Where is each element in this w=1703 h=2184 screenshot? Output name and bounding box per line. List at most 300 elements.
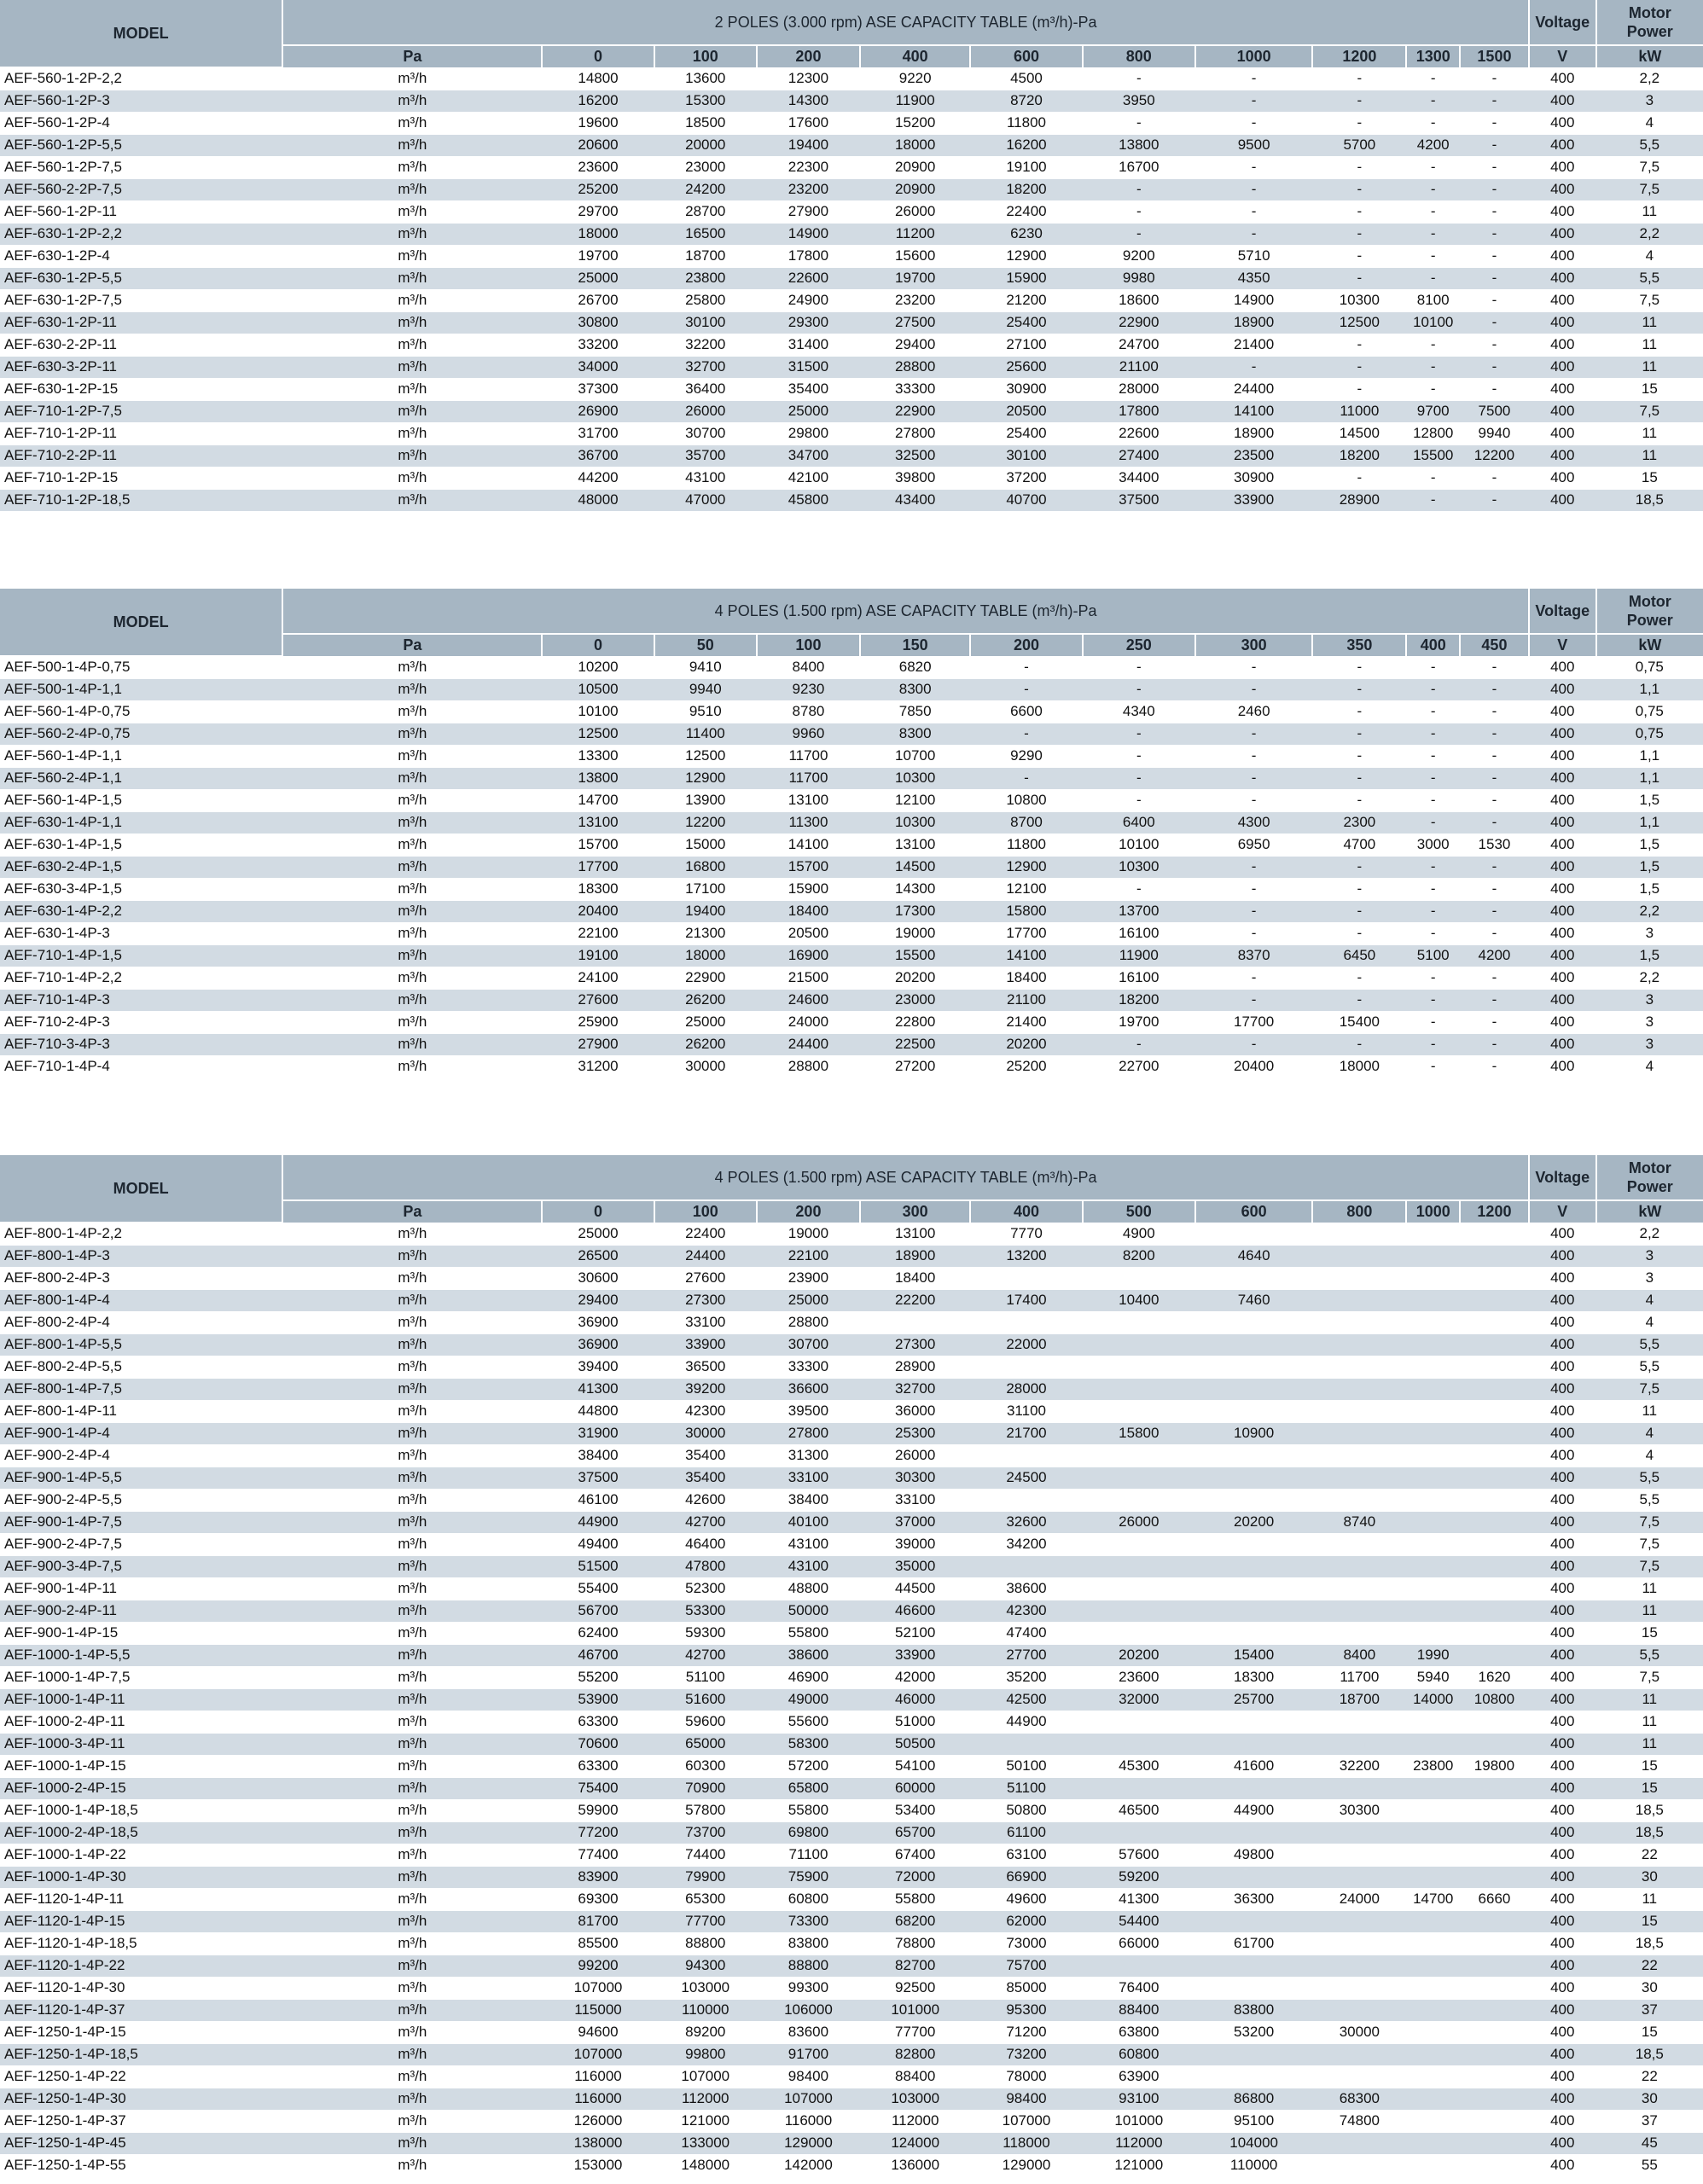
- flow-value-cell: [1083, 1821, 1195, 1844]
- table-row: [0, 444, 1703, 467]
- flow-value-cell: 25700: [1195, 1688, 1312, 1711]
- flow-value-cell: -: [1460, 789, 1529, 811]
- flow-value-cell: 71100: [757, 1844, 860, 1866]
- flow-value-cell: 83800: [1195, 1999, 1312, 2021]
- capacity-table: [0, 589, 1703, 1078]
- flow-value-cell: [1195, 1910, 1312, 1932]
- flow-value-cell: 98400: [757, 2065, 860, 2088]
- flow-value-cell: -: [1406, 356, 1460, 378]
- flow-value-cell: 9940: [1460, 422, 1529, 444]
- flow-value-cell: 63100: [970, 1844, 1082, 1866]
- flow-value-cell: -: [1083, 1033, 1195, 1055]
- model-cell: AEF-1120-1-4P-30: [0, 1977, 282, 1999]
- flow-value-cell: [1460, 1799, 1529, 1821]
- flow-value-cell: 136000: [860, 2154, 970, 2176]
- unit-cell: m³/h: [282, 1378, 542, 1400]
- voltage-cell: 400: [1529, 134, 1596, 156]
- flow-value-cell: -: [1406, 156, 1460, 178]
- flow-value-cell: 29400: [542, 1289, 654, 1311]
- flow-value-cell: 9510: [654, 700, 757, 723]
- flow-value-cell: 50000: [757, 1600, 860, 1622]
- flow-value-cell: [1406, 1955, 1460, 1977]
- flow-value-cell: [1406, 2110, 1460, 2132]
- flow-value-cell: 36700: [542, 444, 654, 467]
- voltage-cell: 400: [1529, 422, 1596, 444]
- flow-value-cell: 73700: [654, 1821, 757, 1844]
- model-cell: AEF-1250-1-4P-30: [0, 2088, 282, 2110]
- flow-value-cell: 39000: [860, 1533, 970, 1555]
- flow-value-cell: 32700: [860, 1378, 970, 1400]
- flow-value-cell: 63900: [1083, 2065, 1195, 2088]
- flow-value-cell: 28800: [860, 356, 970, 378]
- flow-value-cell: 12200: [1460, 444, 1529, 467]
- flow-value-cell: 6660: [1460, 1888, 1529, 1910]
- unit-cell: m³/h: [282, 700, 542, 723]
- unit-cell: m³/h: [282, 944, 542, 967]
- flow-value-cell: 32600: [970, 1511, 1082, 1533]
- table-row: [0, 245, 1703, 267]
- pressure-header: 800: [1312, 1200, 1406, 1223]
- flow-value-cell: 51000: [860, 1711, 970, 1733]
- flow-value-cell: 26500: [542, 1245, 654, 1267]
- unit-cell: m³/h: [282, 1289, 542, 1311]
- flow-value-cell: 53300: [654, 1600, 757, 1622]
- model-cell: AEF-800-2-4P-5,5: [0, 1356, 282, 1378]
- flow-value-cell: 20500: [970, 400, 1082, 422]
- unit-cell: m³/h: [282, 1511, 542, 1533]
- flow-value-cell: 28900: [860, 1356, 970, 1378]
- flow-value-cell: 4900: [1083, 1223, 1195, 1245]
- flow-value-cell: 16200: [970, 134, 1082, 156]
- flow-value-cell: 7500: [1460, 400, 1529, 422]
- flow-value-cell: 14800: [542, 67, 654, 90]
- flow-value-cell: 22400: [654, 1223, 757, 1245]
- flow-value-cell: 118000: [970, 2132, 1082, 2154]
- flow-value-cell: 22000: [970, 1333, 1082, 1356]
- flow-value-cell: -: [1460, 723, 1529, 745]
- unit-cell: m³/h: [282, 1223, 542, 1245]
- flow-value-cell: 50100: [970, 1755, 1082, 1777]
- voltage-cell: 400: [1529, 1932, 1596, 1955]
- flow-value-cell: 20200: [1083, 1644, 1195, 1666]
- capacity-table: [0, 0, 1703, 512]
- flow-value-cell: [1406, 1289, 1460, 1311]
- flow-value-cell: 33900: [654, 1333, 757, 1356]
- flow-value-cell: -: [1195, 112, 1312, 134]
- power-cell: 37: [1596, 2110, 1703, 2132]
- flow-value-cell: 65800: [757, 1777, 860, 1799]
- voltage-cell: 400: [1529, 311, 1596, 334]
- flow-value-cell: 24900: [757, 289, 860, 311]
- model-cell: AEF-1000-1-4P-30: [0, 1866, 282, 1888]
- flow-value-cell: 59300: [654, 1622, 757, 1644]
- power-cell: 45: [1596, 2132, 1703, 2154]
- flow-value-cell: 12900: [970, 856, 1082, 878]
- voltage-cell: 400: [1529, 178, 1596, 200]
- flow-value-cell: 9220: [860, 67, 970, 90]
- unit-cell: m³/h: [282, 267, 542, 289]
- flow-value-cell: -: [1406, 700, 1460, 723]
- flow-value-cell: 60300: [654, 1755, 757, 1777]
- power-cell: 5,5: [1596, 1489, 1703, 1511]
- voltage-cell: 400: [1529, 2021, 1596, 2043]
- power-cell: 11: [1596, 1577, 1703, 1600]
- voltage-cell: 400: [1529, 1467, 1596, 1489]
- flow-value-cell: 24000: [1312, 1888, 1406, 1910]
- flow-value-cell: 15500: [1406, 444, 1460, 467]
- flow-value-cell: 16200: [542, 90, 654, 112]
- flow-value-cell: 7770: [970, 1223, 1082, 1245]
- flow-value-cell: [1460, 1821, 1529, 1844]
- flow-value-cell: -: [1460, 656, 1529, 678]
- flow-value-cell: 17100: [654, 878, 757, 900]
- power-cell: 18,5: [1596, 2043, 1703, 2065]
- voltage-cell: 400: [1529, 2110, 1596, 2132]
- table-row: [0, 1489, 1703, 1511]
- flow-value-cell: -: [1195, 922, 1312, 944]
- unit-cell: m³/h: [282, 878, 542, 900]
- flow-value-cell: 24700: [1083, 334, 1195, 356]
- flow-value-cell: -: [1312, 700, 1406, 723]
- model-cell: AEF-1000-1-4P-18,5: [0, 1799, 282, 1821]
- power-cell: 2,2: [1596, 223, 1703, 245]
- voltage-header: Voltage: [1529, 589, 1596, 634]
- table-row: [0, 1311, 1703, 1333]
- motor-power-label-line: Power: [1626, 23, 1673, 40]
- pressure-header: 0: [542, 634, 654, 656]
- flow-value-cell: 20200: [970, 1033, 1082, 1055]
- model-cell: AEF-1000-1-4P-7,5: [0, 1666, 282, 1688]
- table-row: [0, 1378, 1703, 1400]
- flow-value-cell: -: [1312, 378, 1406, 400]
- flow-value-cell: [1195, 1489, 1312, 1511]
- flow-value-cell: [1083, 1356, 1195, 1378]
- flow-value-cell: 83900: [542, 1866, 654, 1888]
- flow-value-cell: 63300: [542, 1711, 654, 1733]
- unit-cell: m³/h: [282, 156, 542, 178]
- flow-value-cell: [1312, 1622, 1406, 1644]
- voltage-cell: 400: [1529, 700, 1596, 723]
- flow-value-cell: [1406, 1533, 1460, 1555]
- flow-value-cell: [1195, 1955, 1312, 1977]
- flow-value-cell: 16800: [654, 856, 757, 878]
- voltage-header: Voltage: [1529, 1155, 1596, 1200]
- flow-value-cell: 18400: [860, 1267, 970, 1289]
- flow-value-cell: 6950: [1195, 834, 1312, 856]
- table-row: [0, 1533, 1703, 1555]
- flow-value-cell: [1312, 1777, 1406, 1799]
- flow-value-cell: -: [1312, 989, 1406, 1011]
- flow-value-cell: 29300: [757, 311, 860, 334]
- flow-value-cell: 46400: [654, 1533, 757, 1555]
- flow-value-cell: -: [1312, 789, 1406, 811]
- flow-value-cell: 27800: [757, 1422, 860, 1444]
- flow-value-cell: 57600: [1083, 1844, 1195, 1866]
- flow-value-cell: [1460, 1955, 1529, 1977]
- flow-value-cell: 37000: [860, 1511, 970, 1533]
- voltage-cell: 400: [1529, 1600, 1596, 1622]
- voltage-unit: V: [1529, 45, 1596, 67]
- flow-value-cell: 23600: [542, 156, 654, 178]
- flow-value-cell: 70900: [654, 1777, 757, 1799]
- flow-value-cell: 9200: [1083, 245, 1195, 267]
- flow-value-cell: 39400: [542, 1356, 654, 1378]
- pressure-header: 400: [860, 45, 970, 67]
- voltage-cell: 400: [1529, 90, 1596, 112]
- model-column-header: MODEL: [0, 1155, 282, 1223]
- table-row: [0, 1055, 1703, 1077]
- power-unit: kW: [1596, 634, 1703, 656]
- flow-value-cell: -: [1460, 922, 1529, 944]
- flow-value-cell: 76400: [1083, 1977, 1195, 1999]
- table-row: [0, 134, 1703, 156]
- flow-value-cell: 15600: [860, 245, 970, 267]
- flow-value-cell: [1460, 1711, 1529, 1733]
- flow-value-cell: 54100: [860, 1755, 970, 1777]
- unit-cell: m³/h: [282, 1356, 542, 1378]
- flow-value-cell: 15500: [860, 944, 970, 967]
- flow-value-cell: 77400: [542, 1844, 654, 1866]
- flow-value-cell: 12100: [860, 789, 970, 811]
- flow-value-cell: 73300: [757, 1910, 860, 1932]
- pressure-header: 150: [860, 634, 970, 656]
- flow-value-cell: -: [1406, 789, 1460, 811]
- unit-cell: m³/h: [282, 656, 542, 678]
- flow-value-cell: -: [1195, 678, 1312, 700]
- flow-value-cell: -: [1460, 745, 1529, 767]
- flow-value-cell: 44900: [1195, 1799, 1312, 1821]
- flow-value-cell: 52100: [860, 1622, 970, 1644]
- flow-value-cell: -: [1406, 878, 1460, 900]
- flow-value-cell: 63300: [542, 1755, 654, 1777]
- flow-value-cell: 45800: [757, 489, 860, 511]
- flow-value-cell: 116000: [542, 2088, 654, 2110]
- flow-value-cell: 11900: [860, 90, 970, 112]
- flow-value-cell: 77200: [542, 1821, 654, 1844]
- flow-value-cell: 15900: [757, 878, 860, 900]
- flow-value-cell: -: [1460, 67, 1529, 90]
- voltage-cell: 400: [1529, 1711, 1596, 1733]
- voltage-cell: 400: [1529, 2132, 1596, 2154]
- flow-value-cell: 72000: [860, 1866, 970, 1888]
- flow-value-cell: [1460, 1489, 1529, 1511]
- unit-cell: m³/h: [282, 1711, 542, 1733]
- flow-value-cell: 44900: [542, 1511, 654, 1533]
- model-cell: AEF-630-1-2P-7,5: [0, 289, 282, 311]
- flow-value-cell: 14900: [757, 223, 860, 245]
- flow-value-cell: 18200: [1083, 989, 1195, 1011]
- flow-value-cell: 10300: [1083, 856, 1195, 878]
- voltage-header: Voltage: [1529, 0, 1596, 45]
- flow-value-cell: [1312, 1444, 1406, 1467]
- model-cell: AEF-560-1-4P-1,5: [0, 789, 282, 811]
- flow-value-cell: 37300: [542, 378, 654, 400]
- flow-value-cell: 74800: [1312, 2110, 1406, 2132]
- flow-value-cell: 3950: [1083, 90, 1195, 112]
- flow-value-cell: 30000: [1312, 2021, 1406, 2043]
- power-cell: 3: [1596, 90, 1703, 112]
- flow-value-cell: 44900: [970, 1711, 1082, 1733]
- flow-value-cell: 17700: [542, 856, 654, 878]
- flow-value-cell: 82800: [860, 2043, 970, 2065]
- model-cell: AEF-900-1-4P-5,5: [0, 1467, 282, 1489]
- flow-value-cell: 148000: [654, 2154, 757, 2176]
- flow-value-cell: [1312, 1400, 1406, 1422]
- voltage-cell: 400: [1529, 1622, 1596, 1644]
- flow-value-cell: 10800: [970, 789, 1082, 811]
- voltage-cell: 400: [1529, 1333, 1596, 1356]
- flow-value-cell: -: [1083, 178, 1195, 200]
- table-row: [0, 1932, 1703, 1955]
- flow-value-cell: [1406, 1932, 1460, 1955]
- flow-value-cell: 19700: [1083, 1011, 1195, 1033]
- flow-value-cell: [1460, 1555, 1529, 1577]
- flow-value-cell: 13100: [860, 834, 970, 856]
- flow-value-cell: 47000: [654, 489, 757, 511]
- flow-value-cell: 33200: [542, 334, 654, 356]
- flow-value-cell: 31200: [542, 1055, 654, 1077]
- flow-value-cell: 20500: [757, 922, 860, 944]
- flow-value-cell: 13600: [654, 67, 757, 90]
- flow-value-cell: [1312, 1289, 1406, 1311]
- unit-cell: m³/h: [282, 378, 542, 400]
- flow-value-cell: 46100: [542, 1489, 654, 1511]
- flow-value-cell: 10500: [542, 678, 654, 700]
- flow-value-cell: -: [1195, 178, 1312, 200]
- voltage-cell: 400: [1529, 156, 1596, 178]
- flow-value-cell: 49800: [1195, 1844, 1312, 1866]
- flow-value-cell: 46000: [860, 1688, 970, 1711]
- flow-value-cell: [1083, 1600, 1195, 1622]
- flow-value-cell: 11300: [757, 811, 860, 834]
- power-cell: 1,5: [1596, 856, 1703, 878]
- flow-value-cell: 2460: [1195, 700, 1312, 723]
- flow-value-cell: 19100: [542, 944, 654, 967]
- power-cell: 37: [1596, 1999, 1703, 2021]
- flow-value-cell: 60000: [860, 1777, 970, 1799]
- flow-value-cell: 9290: [970, 745, 1082, 767]
- flow-value-cell: 33300: [860, 378, 970, 400]
- flow-value-cell: [1312, 1311, 1406, 1333]
- model-cell: AEF-800-1-4P-3: [0, 1245, 282, 1267]
- unit-cell: m³/h: [282, 811, 542, 834]
- voltage-cell: 400: [1529, 1444, 1596, 1467]
- flow-value-cell: 30100: [970, 444, 1082, 467]
- motor-power-label-line: Power: [1626, 1178, 1673, 1195]
- flow-value-cell: 13100: [542, 811, 654, 834]
- flow-value-cell: -: [1460, 267, 1529, 289]
- unit-cell: m³/h: [282, 1866, 542, 1888]
- power-cell: 7,5: [1596, 1666, 1703, 1688]
- voltage-cell: 400: [1529, 223, 1596, 245]
- model-cell: AEF-630-1-2P-11: [0, 311, 282, 334]
- unit-cell: m³/h: [282, 723, 542, 745]
- pressure-header: 300: [1195, 634, 1312, 656]
- flow-value-cell: [1406, 1245, 1460, 1267]
- flow-value-cell: 13100: [757, 789, 860, 811]
- power-cell: 7,5: [1596, 289, 1703, 311]
- flow-value-cell: [1083, 1467, 1195, 1489]
- model-cell: AEF-900-1-4P-7,5: [0, 1511, 282, 1533]
- flow-value-cell: [1312, 1267, 1406, 1289]
- flow-value-cell: -: [1460, 967, 1529, 989]
- table-row: [0, 678, 1703, 700]
- voltage-cell: 400: [1529, 1489, 1596, 1511]
- flow-value-cell: 24600: [757, 989, 860, 1011]
- flow-value-cell: 27800: [860, 422, 970, 444]
- flow-value-cell: 30700: [654, 422, 757, 444]
- flow-value-cell: [1460, 1356, 1529, 1378]
- table-row: [0, 1799, 1703, 1821]
- flow-value-cell: 33100: [860, 1489, 970, 1511]
- model-cell: AEF-500-1-4P-0,75: [0, 656, 282, 678]
- flow-value-cell: 25800: [654, 289, 757, 311]
- flow-value-cell: [1083, 1622, 1195, 1644]
- model-cell: AEF-800-1-4P-5,5: [0, 1333, 282, 1356]
- flow-value-cell: 15900: [970, 267, 1082, 289]
- flow-value-cell: 27300: [860, 1333, 970, 1356]
- pressure-header: 200: [757, 1200, 860, 1223]
- flow-value-cell: -: [1312, 745, 1406, 767]
- table-row: [0, 289, 1703, 311]
- flow-value-cell: 124000: [860, 2132, 970, 2154]
- flow-value-cell: 23200: [860, 289, 970, 311]
- flow-value-cell: [1195, 1467, 1312, 1489]
- flow-value-cell: 23800: [1406, 1755, 1460, 1777]
- voltage-cell: 400: [1529, 2065, 1596, 2088]
- power-cell: 11: [1596, 1733, 1703, 1755]
- table-row: [0, 1866, 1703, 1888]
- flow-value-cell: -: [1406, 67, 1460, 90]
- table-row: [0, 811, 1703, 834]
- flow-value-cell: 82700: [860, 1955, 970, 1977]
- flow-value-cell: 12500: [1312, 311, 1406, 334]
- pressure-header: 100: [654, 1200, 757, 1223]
- flow-value-cell: 19800: [1460, 1755, 1529, 1777]
- flow-value-cell: 62000: [970, 1910, 1082, 1932]
- flow-value-cell: 23800: [654, 267, 757, 289]
- flow-value-cell: 24500: [970, 1467, 1082, 1489]
- voltage-cell: 400: [1529, 1777, 1596, 1799]
- flow-value-cell: 13700: [1083, 900, 1195, 922]
- flow-value-cell: 25400: [970, 311, 1082, 334]
- power-cell: 4: [1596, 112, 1703, 134]
- table-row: [0, 1011, 1703, 1033]
- flow-value-cell: 13300: [542, 745, 654, 767]
- table-row: [0, 1033, 1703, 1055]
- table-row: [0, 1999, 1703, 2021]
- flow-value-cell: 26700: [542, 289, 654, 311]
- power-cell: 7,5: [1596, 1533, 1703, 1555]
- flow-value-cell: [1460, 1511, 1529, 1533]
- unit-cell: m³/h: [282, 200, 542, 223]
- motor-power-header: [1596, 0, 1703, 45]
- voltage-cell: 400: [1529, 811, 1596, 834]
- flow-value-cell: 31900: [542, 1422, 654, 1444]
- flow-value-cell: 126000: [542, 2110, 654, 2132]
- unit-cell: m³/h: [282, 1977, 542, 1999]
- flow-value-cell: [1460, 1844, 1529, 1866]
- flow-value-cell: 61700: [1195, 1932, 1312, 1955]
- model-cell: AEF-900-1-4P-4: [0, 1422, 282, 1444]
- flow-value-cell: -: [1406, 967, 1460, 989]
- flow-value-cell: [1406, 1577, 1460, 1600]
- flow-value-cell: -: [1195, 223, 1312, 245]
- flow-value-cell: 59600: [654, 1711, 757, 1733]
- flow-value-cell: 20600: [542, 134, 654, 156]
- voltage-cell: 400: [1529, 267, 1596, 289]
- flow-value-cell: 50800: [970, 1799, 1082, 1821]
